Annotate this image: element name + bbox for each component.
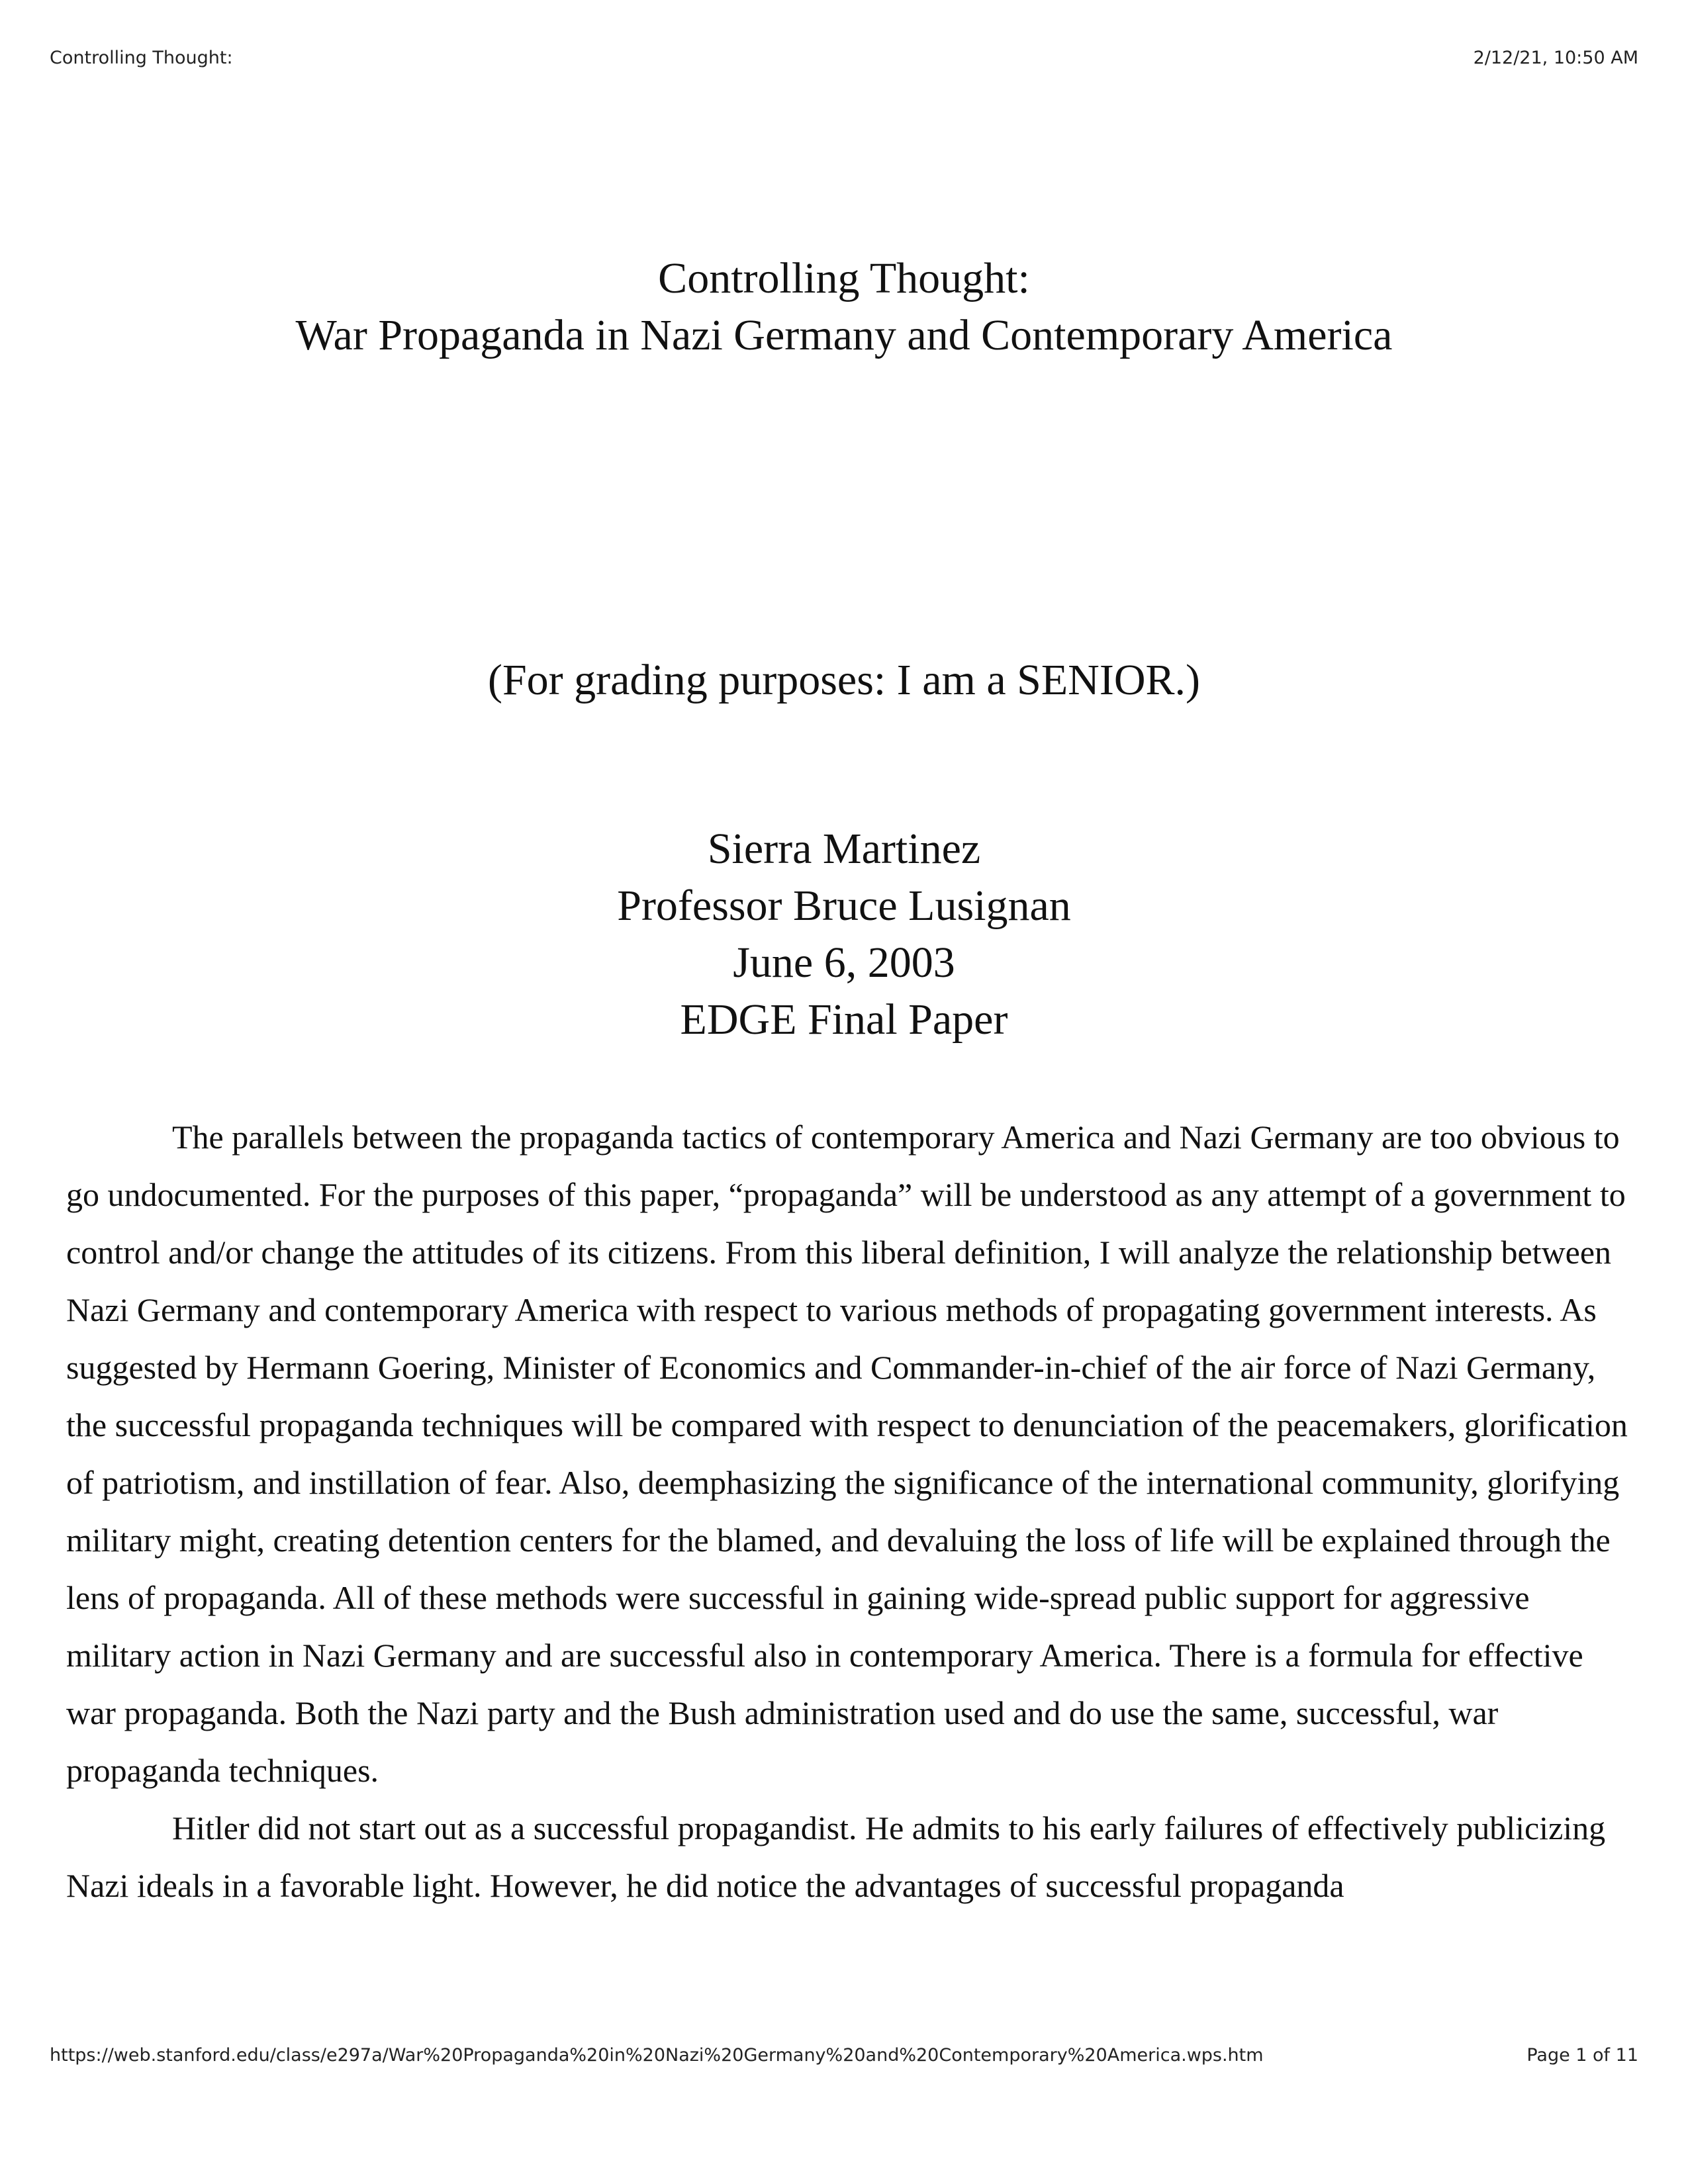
body-text [66, 1109, 1628, 1915]
title-line-1: Controlling Thought: [658, 254, 1030, 302]
grading-note: (For grading purposes: I am a SENIOR.) [488, 656, 1200, 704]
paragraph-2: Hitler did not start out as a successful propagandist. He admits to his early failures of effectively publicizing Nazi ideals in a favorable light. However, he did notice the advantages of successful propaganda [66, 1809, 1606, 1904]
author-name: Sierra Martinez [707, 825, 981, 873]
page-number: Page 1 of 11 [1526, 2045, 1638, 2066]
print-header-title: Controlling Thought: [50, 48, 233, 68]
print-header-timestamp: 2/12/21, 10:50 AM [1473, 48, 1638, 68]
source-url: https://web.stanford.edu/class/e297a/War%20Propaganda%20in%20Nazi%20Germany%20and%20Contemporary%20America.wps.htm [50, 2045, 1264, 2066]
paragraph-1: The parallels between the propaganda tactics of contemporary America and Nazi Germany are too obvious to go undocumented. For the purposes of this paper, “propaganda” will be understood as any attempt of a government to control and/or change the attitudes of its citizens. From this liberal definition, I will analyze the relationship between Nazi Germany and contemporary America with respect to various methods of propagating government interests. As suggested by Hermann Goering, Minister of Economics and Commander-in-chief of the air force of Nazi Germany, the successful propaganda techniques will be compared with respect to denunciation of the peacemakers, glorification of patriotism, and instillation of fear. Also, deemphasizing the significance of the international community, glorifying military might, creating detention centers for the blamed, and devaluing the loss of life will be explained through the lens of propaganda. All of these methods were successful in gaining wide-spread public support for aggressive military action in Nazi Germany and are successful also in contemporary America. There is a formula for effective war propaganda. Both the Nazi party and the Bush administration used and do use the same, successful, war propaganda techniques. [66, 1118, 1628, 1789]
professor-name: Professor Bruce Lusignan [617, 882, 1071, 930]
document-title [0, 250, 1688, 364]
paper-date: June 6, 2003 [733, 938, 955, 987]
title-line-2: War Propaganda in Nazi Germany and Contemporary America [295, 311, 1393, 359]
course-name: EDGE Final Paper [680, 995, 1008, 1044]
byline [0, 821, 1688, 1048]
